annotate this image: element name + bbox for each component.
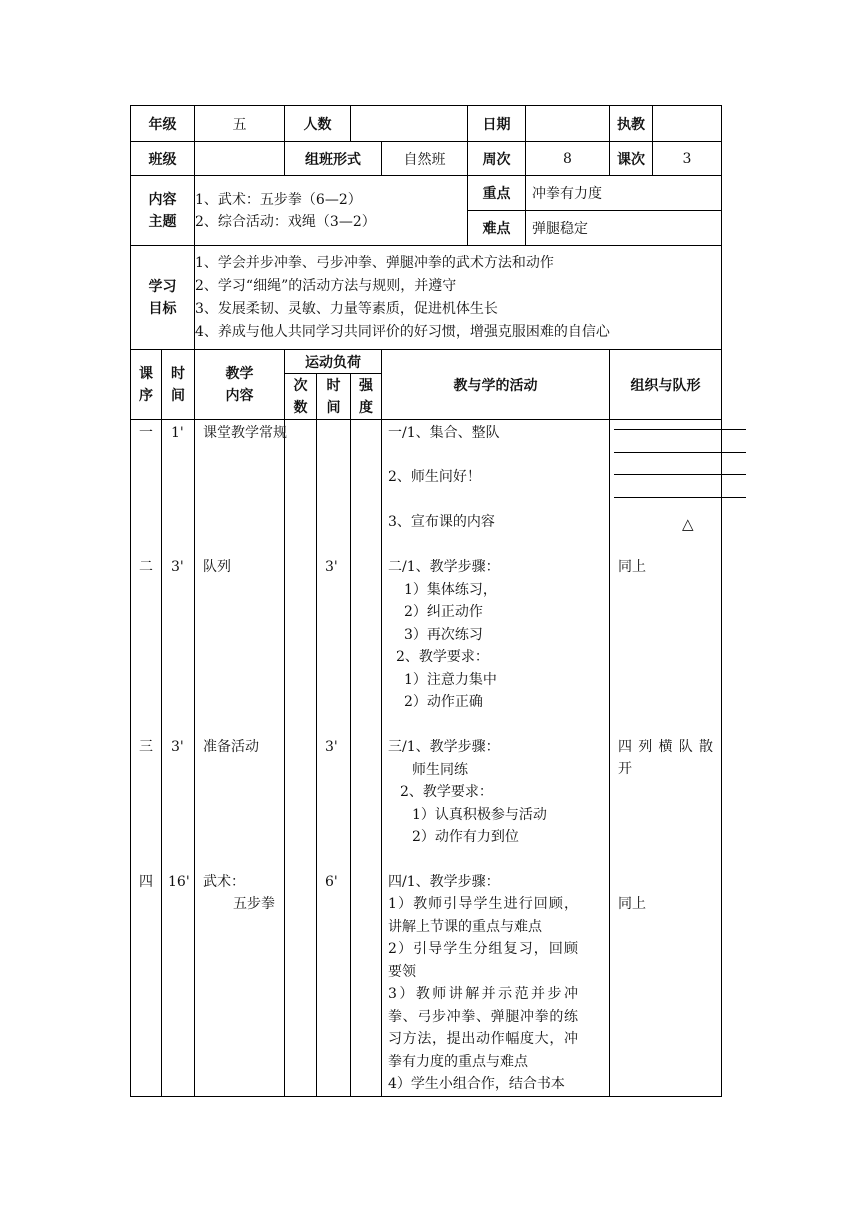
lesson-body-row (131, 420, 722, 1097)
activity-line: 二/1、教学步骤： (388, 559, 500, 575)
lesson-label: 课次 (610, 142, 653, 176)
teacher-value (653, 106, 722, 142)
goals-list (195, 246, 722, 350)
section-content: 课堂教学常规 (203, 425, 287, 441)
section-organization: 四 列 横 队 散 开 (618, 739, 714, 777)
activity-line: 4）学生小组合作，结合书本 (388, 1076, 565, 1092)
section-order: 二 (139, 559, 153, 575)
time-column (162, 420, 195, 1097)
col-activity-header: 教与学的活动 (382, 350, 610, 420)
formation-line (614, 429, 746, 430)
section-content: 队列 (203, 559, 231, 575)
activity-line: 2、师生问好！ (388, 469, 481, 485)
activity-line: 2）动作正确 (404, 694, 483, 710)
section-organization: 同上 (618, 559, 647, 575)
formation-line (614, 497, 746, 498)
col-load-intensity-header: 强 度 (351, 374, 382, 420)
grade-label: 年级 (131, 106, 195, 142)
section-load-time: 6' (325, 874, 338, 890)
teacher-label: 执教 (610, 106, 653, 142)
activity-line: 1）注意力集中 (404, 672, 497, 688)
class-value (195, 142, 285, 176)
activity-line: 师生同练 (412, 762, 468, 778)
col-load-header: 运动负荷 (285, 350, 382, 374)
content-row-1 (131, 176, 722, 211)
section-time: 1' (171, 425, 184, 441)
section-load-time: 3' (325, 559, 338, 575)
section-time: 3' (171, 559, 184, 575)
topic-item: 2、综合活动：戏绳（3—2） (195, 213, 376, 230)
difficulty-label: 难点 (468, 211, 526, 246)
formation-line (614, 452, 746, 453)
header-row-1 (131, 106, 722, 142)
teacher-position-triangle-icon: △ (682, 515, 694, 533)
load-intensity-column (351, 420, 382, 1097)
col-load-count-header: 次 数 (285, 374, 317, 420)
activity-line: 1）认真积极参与活动 (412, 807, 547, 823)
col-load-time-header: 时 间 (317, 374, 351, 420)
content-topics (195, 176, 468, 246)
activity-line: 2）引导学生分组复习，回顾要领 (388, 941, 578, 980)
col-order-header: 课 序 (131, 350, 162, 420)
topic-item: 1、武术：五步拳（6—2） (195, 191, 362, 208)
header-row-2 (131, 142, 722, 176)
columns-header-row-1 (131, 350, 722, 374)
goals-label: 学习 目标 (131, 246, 195, 350)
activity-line: 2、教学要求： (400, 784, 493, 800)
activity-line: 2、教学要求： (396, 649, 489, 665)
section-organization: 同上 (618, 896, 647, 912)
section-order: 四 (139, 874, 153, 890)
section-time: 16' (168, 874, 190, 890)
key-value: 冲拳有力度 (526, 176, 722, 211)
col-content-header: 教学 内容 (195, 350, 285, 420)
date-value (526, 106, 610, 142)
grade-value: 五 (195, 106, 285, 142)
section-content: 武术： (203, 874, 245, 890)
col-organization-header: 组织与队形 (610, 350, 722, 420)
key-label: 重点 (468, 176, 526, 211)
count-label: 人数 (285, 106, 351, 142)
activity-line: 一/1、集合、整队 (388, 425, 500, 441)
col-time-header: 时 间 (162, 350, 195, 420)
date-label: 日期 (468, 106, 526, 142)
activity-line: 1）教师引导学生进行回顾，讲解上节课的重点与难点 (388, 896, 578, 935)
activity-line: 3）教师讲解并示范并步冲拳、弓步冲拳、弹腿冲拳的练习方法，提出动作幅度大，冲拳有力度的重点与难点 (388, 986, 578, 1070)
goal-item: 3、发展柔韧、灵敏、力量等素质，促进机体生长 (195, 301, 498, 317)
content-column (195, 420, 285, 1097)
goal-item: 2、学习“细绳”的活动方法与规则，并遵守 (195, 278, 457, 294)
count-value (351, 106, 468, 142)
class-label: 班级 (131, 142, 195, 176)
activity-line: 2）动作有力到位 (412, 829, 519, 845)
load-time-column (317, 420, 351, 1097)
activity-line: 四/1、教学步骤： (388, 874, 500, 890)
lesson-plan-table (130, 105, 722, 1097)
section-order: 三 (139, 739, 153, 755)
activity-line: 3）再次练习 (404, 627, 483, 643)
section-time: 3' (171, 739, 184, 755)
content-label: 内容 主题 (131, 176, 195, 246)
week-label: 周次 (468, 142, 526, 176)
organization-column (610, 420, 722, 1097)
activity-line: 1）集体练习， (404, 582, 497, 598)
difficulty-value: 弹腿稳定 (526, 211, 722, 246)
activity-line: 2）纠正动作 (404, 604, 483, 620)
section-content: 五步拳 (233, 896, 275, 912)
section-load-time: 3' (325, 739, 338, 755)
section-order: 一 (139, 425, 153, 441)
goal-item: 1、学会并步冲拳、弓步冲拳、弹腿冲拳的武术方法和动作 (195, 255, 554, 271)
goal-item: 4、养成与他人共同学习共同评价的好习惯，增强克服困难的自信心 (195, 324, 610, 340)
lesson-value: 3 (653, 142, 722, 176)
form-value: 自然班 (382, 142, 468, 176)
week-value: 8 (526, 142, 610, 176)
activity-line: 3、宣布课的内容 (388, 514, 495, 530)
activity-column (382, 420, 610, 1097)
goals-row (131, 246, 722, 350)
order-column (131, 420, 162, 1097)
section-content: 准备活动 (203, 739, 259, 755)
load-count-column (285, 420, 317, 1097)
formation-line (614, 474, 746, 475)
form-label: 组班形式 (285, 142, 382, 176)
activity-line: 三/1、教学步骤： (388, 739, 500, 755)
